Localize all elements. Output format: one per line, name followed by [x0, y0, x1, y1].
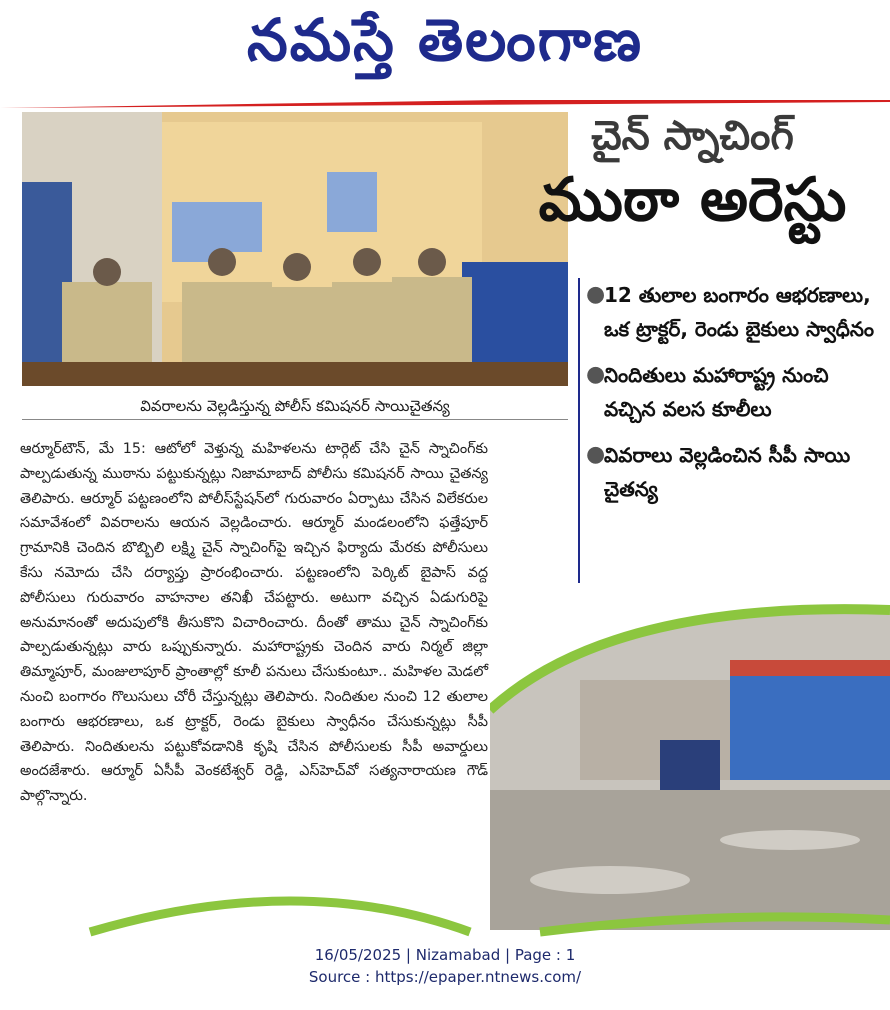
- article-body: ఆర్మూర్‌టౌన్, మే 15: ఆటోలో వెళ్తున్న మహిళలను టార్గెట్ చేసి చైన్ స్నాచింగ్‌కు పాల్పడుతున్న ముఠాను పట్టుకున్నట్లు నిజామాబాద్ పోలీసు కమిషనర్ సాయి చైతన్య తెలిపారు. ఆర్మూర్ పట్టణంలోని పోలీస్‌స్టేషన్‌లో గురువారం ఏర్పాటు చేసిన విలేకరుల సమావేశంలో వివరాలను ఆయన వెల్లడించారు. ఆర్మూర్ మండలంలోని ఫత్తేపూర్ గ్రామానికి చెందిన బొబ్బిలి లక్ష్మి చైన్ స్నాచింగ్‌పై ఇచ్చిన ఫిర్యాదు మేరకు పోలీసులు కేసు నమోదు చేసి దర్యాప్తు ప్రారంభించారు. పట్టణంలోని పెర్కిట్ బైపాస్ వద్ద పోలీసులు గురువారం వాహనాల తనిఖీ చేపట్టారు. అటుగా వచ్చిన ఏడుగురిపై అనుమానంతో అదుపులోకి తీసుకొని విచారించారు. దీంతో తాము చైన్ స్నాచింగ్‌కు పాల్పడుతున్నట్లు వారు ఒప్పుకున్నారు. మహారాష్ట్రకు చెందిన వారు నిర్మల్ జిల్లా తిమ్మాపూర్, మంజులాపూర్ ప్రాంతాల్లో కూలీ పనులు చేసుకుంటూ.. మహిళల మెడలో నుంచి బంగారం గొలుసులు చోరీ చేస్తున్నట్లు తెలిపారు. నిందితుల నుంచి 12 తులాల బంగారు ఆభరణాలు, ఒక ట్రాక్టర్, రెండు బైకులు స్వాధీనం చేసుకున్నట్లు సీపీ తెలిపారు. నిందితులను పట్టుకోవడానికి కృషి చేసిన పోలీసులకు సీపీ అవార్డులు అందజేశారు. ఆర్మూర్ ఏసీపీ వెంకటేశ్వర్ రెడ్డి, ఎస్‌హెచ్‌వో సత్యనారాయణ గౌడ్ పాల్గొన్నారు.: [20, 441, 488, 805]
- highlight-item: [586, 278, 876, 346]
- photo-caption: వివరాలను వెల్లడిస్తున్న పోలీస్ కమిషనర్ సాయిచైతన్య: [22, 393, 568, 420]
- highlight-text: నిందితులు మహారాష్ట్ర నుంచి వచ్చిన వలస కూలీలు: [604, 363, 829, 421]
- newspaper-title: నమస్తే తెలంగాణ: [247, 6, 643, 74]
- headline-line-2: ముఠా అరెస్టు: [538, 165, 847, 235]
- bullet-icon: ●: [586, 442, 606, 467]
- highlight-item: [586, 358, 876, 426]
- green-accent-curve: [0, 860, 890, 940]
- headline: [505, 108, 880, 236]
- footer-source-line: Source : https://epaper.ntnews.com/: [308, 968, 582, 986]
- bullet-icon: ●: [586, 282, 606, 307]
- page-footer: [0, 944, 890, 988]
- bullet-icon: ●: [586, 362, 606, 387]
- highlight-text: 12 తులాల బంగారం ఆభరణాలు, ఒక ట్రాక్టర్, రెండు బైకులు స్వాధీనం: [604, 283, 875, 341]
- highlight-text: వివరాలు వెల్లడించిన సీపీ సాయి చైతన్య: [604, 443, 851, 501]
- headline-line-1: చైన్ స్నాచింగ్: [591, 113, 794, 159]
- highlight-item: [586, 438, 876, 506]
- masthead: [0, 0, 890, 92]
- highlights-box: [578, 278, 876, 583]
- footer-date-line: 16/05/2025 | Nizamabad | Page : 1: [314, 946, 576, 964]
- press-meet-photo: [22, 112, 568, 386]
- red-accent-strip: [0, 100, 890, 108]
